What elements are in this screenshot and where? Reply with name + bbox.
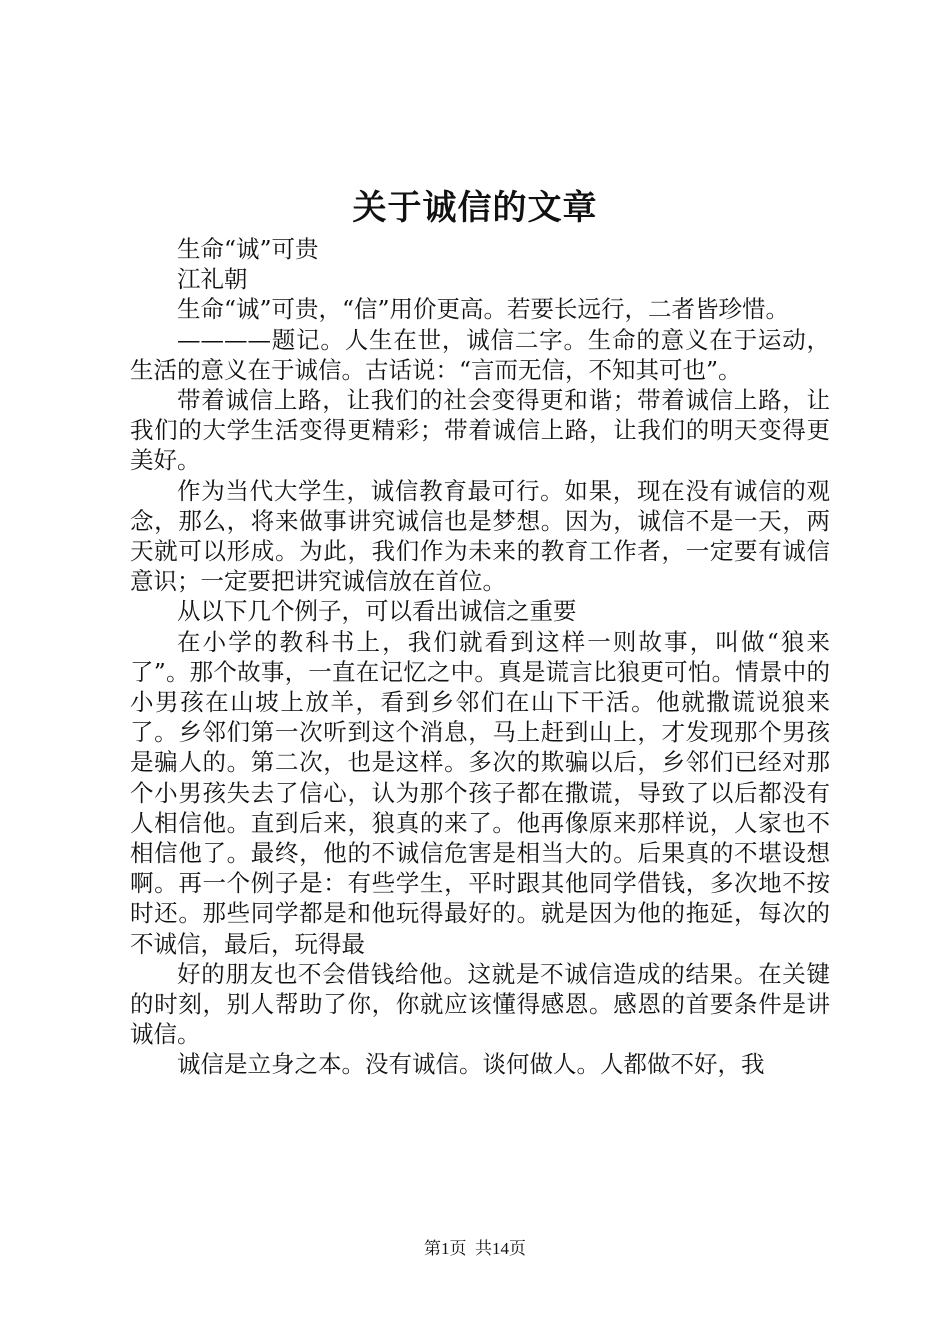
paragraph: 从以下几个例子，可以看出诚信之重要 [177,597,577,626]
paragraph-author: 江礼朝 [177,265,248,294]
page-footer [0,1236,950,1262]
document-body [130,234,830,1080]
page-number: 第1页 [424,1239,467,1258]
paragraph: 在小学的教科书上，我们就看到这样一则故事，叫做“狼来了”。那个故事，一直在记忆之中。真是谎言比狼更可怕。情景中的小男孩在山坡上放羊，看到乡邻们在山下干活。他就撒谎说狼来了。乡邻们第一次听到这个消息，马上赶到山上，才发现那个男孩是骗人的。第二次，也是这样。多次的欺骗以后，乡邻们已经对那个小男孩失去了信心，认为那个孩子都在撒谎，导致了以后都没有人相信他。直到后来，狼真的来了。他再像原来那样说，人家也不相信他了。最终，他的不诚信危害是相当大的。后果真的不堪设想啊。再一个例子是：有些学生，平时跟其他同学借钱，多次地不按时还。那些同学都是和他玩得最好的。就是因为他的拖延，每次的不诚信，最后，玩得最 [130,627,830,958]
paragraph-subtitle: 生命“诚”可贵 [177,235,319,263]
paragraph: 诚信是立身之本。没有诚信。谈何做人。人都做不好，我 [177,1050,765,1079]
paragraph: 带着诚信上路，让我们的社会变得更和谐；带着诚信上路，让我们的大学生活变得更精彩；带着诚信上路，让我们的明天变得更美好。 [130,386,830,475]
paragraph: 作为当代大学生，诚信教育最可行。如果，现在没有诚信的观念，那么，将来做事讲究诚信也是梦想。因为，诚信不是一天，两天就可以形成。为此，我们作为未来的教育工作者，一定要有诚信意识；一定要把讲究诚信放在首位。 [130,476,830,596]
paragraph: 好的朋友也不会借钱给他。这就是不诚信造成的结果。在关键的时刻，别人帮助了你，你就应该懂得感恩。感恩的首要条件是讲诚信。 [130,959,830,1049]
page-total: 共14页 [475,1239,526,1258]
paragraph: 生命“诚”可贵，“信”用价更高。若要长远行，二者皆珍惜。 [177,295,790,324]
document-title: 关于诚信的文章 [352,188,598,228]
paragraph: ————题记。人生在世，诚信二字。生命的意义在于运动，生活的意义在于诚信。古话说：“言而无信，不知其可也”。 [130,325,830,384]
